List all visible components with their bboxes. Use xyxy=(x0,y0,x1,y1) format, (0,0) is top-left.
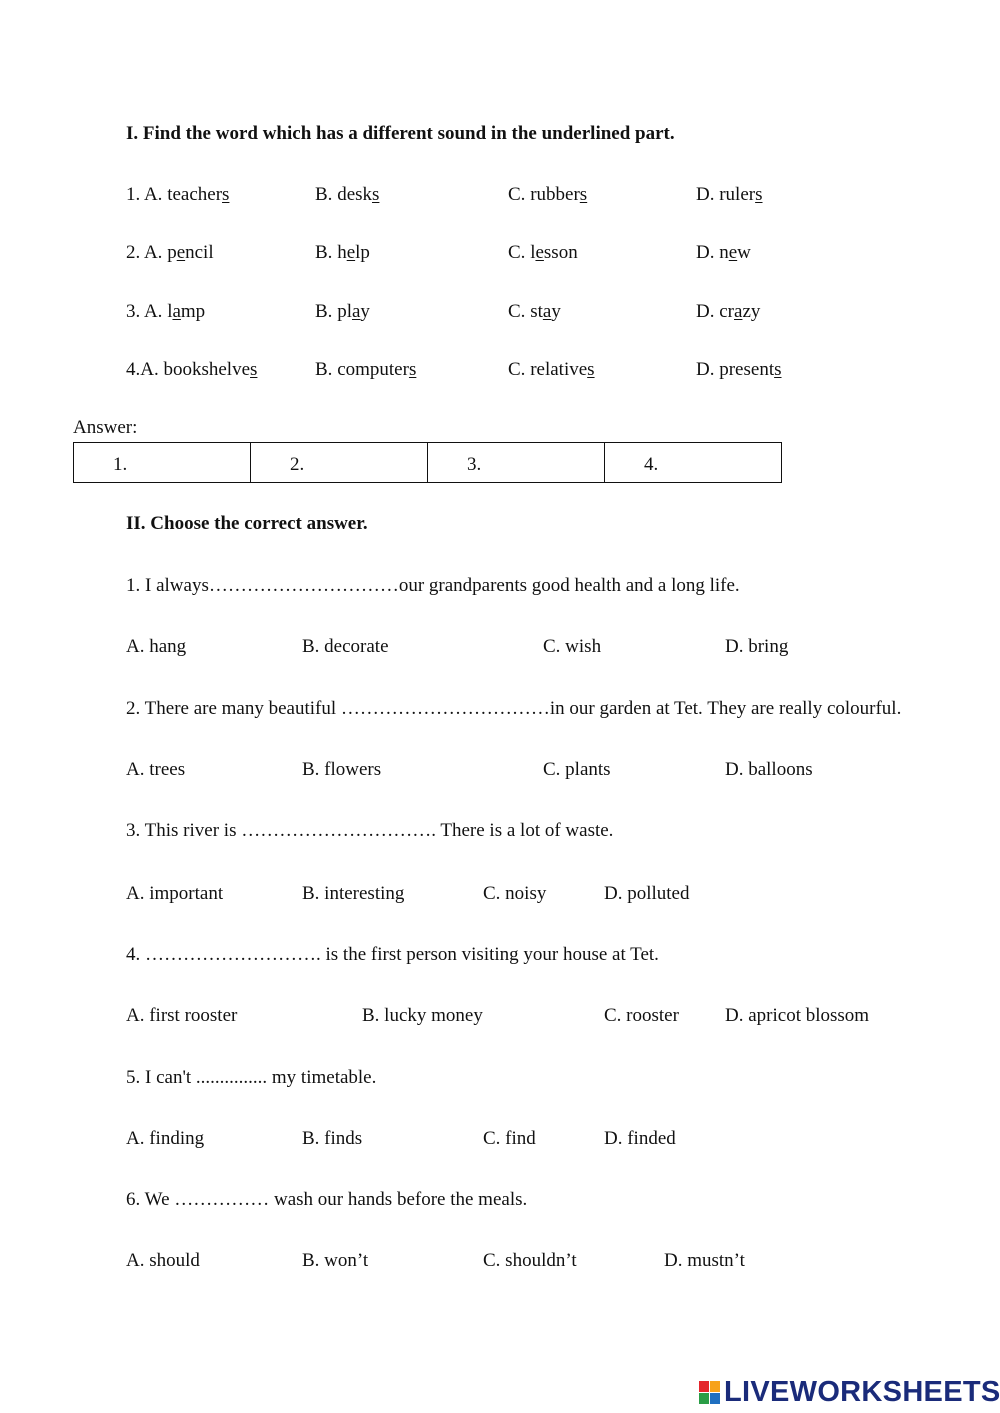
s2-q4-option-a: A. first rooster xyxy=(126,1005,238,1026)
answer-cell-3[interactable]: 3. xyxy=(428,443,605,482)
s2-q1-option-b: B. decorate xyxy=(302,636,389,657)
s2-q1-option-c: C. wish xyxy=(543,636,602,657)
s2-q3-option-c: C. noisy xyxy=(483,883,547,904)
s1-q3-option-a: 3. A. lamp xyxy=(126,301,206,322)
s2-q1-option-a: A. hang xyxy=(126,636,187,657)
liveworksheets-logo xyxy=(699,1378,1000,1407)
s1-q4-option-d: D. presents xyxy=(696,359,782,380)
s1-q3-option-b: B. play xyxy=(315,301,370,322)
section-1-title: I. Find the word which has a different sound in the underlined part. xyxy=(126,123,675,144)
answer-label: Answer: xyxy=(73,417,138,438)
s1-q2-option-d: D. new xyxy=(696,242,751,263)
s2-q6-option-b: B. won’t xyxy=(302,1250,369,1271)
answer-table xyxy=(73,442,782,483)
s2-q6-text: 6. We …………… wash our hands before the meals. xyxy=(126,1189,528,1210)
liveworksheets-logo-icon xyxy=(699,1381,721,1405)
s2-q5-option-b: B. finds xyxy=(302,1128,363,1149)
s2-q2-option-c: C. plants xyxy=(543,759,611,780)
answer-cell-1[interactable]: 1. xyxy=(74,443,251,482)
s2-q3-option-a: A. important xyxy=(126,883,224,904)
s2-q4-option-b: B. lucky money xyxy=(362,1005,483,1026)
logo-text: LIVEWORKSHEETS xyxy=(724,1376,1000,1408)
s1-q1-option-d: D. rulers xyxy=(696,184,763,205)
section-2-title: II. Choose the correct answer. xyxy=(126,513,368,534)
s1-q2-option-b: B. help xyxy=(315,242,370,263)
s2-q2-text: 2. There are many beautiful ……………………………in our garden at Tet. They are really colourful. xyxy=(126,698,902,719)
s1-q2-option-a: 2. A. pencil xyxy=(126,242,214,263)
answer-cell-2[interactable]: 2. xyxy=(251,443,428,482)
s1-q2-option-c: C. lesson xyxy=(508,242,578,263)
s2-q3-text: 3. This river is …………………………. There is a lot of waste. xyxy=(126,820,614,841)
s2-q6-option-c: C. shouldn’t xyxy=(483,1250,577,1271)
answer-cell-4[interactable]: 4. xyxy=(644,454,659,475)
s2-q4-option-d: D. apricot blossom xyxy=(725,1005,870,1026)
s1-q1-option-c: C. rubbers xyxy=(508,184,588,205)
s2-q3-option-d: D. polluted xyxy=(604,883,690,904)
s2-q2-option-a: A. trees xyxy=(126,759,186,780)
s1-q3-option-d: D. crazy xyxy=(696,301,761,322)
s2-q6-option-a: A. should xyxy=(126,1250,200,1271)
s1-q4-option-b: B. computers xyxy=(315,359,417,380)
s2-q5-option-d: D. finded xyxy=(604,1128,676,1149)
s2-q5-option-a: A. finding xyxy=(126,1128,205,1149)
s2-q3-option-b: B. interesting xyxy=(302,883,405,904)
s2-q5-option-c: C. find xyxy=(483,1128,536,1149)
s2-q5-text: 5. I can't ............... my timetable. xyxy=(126,1067,377,1088)
s1-q1-option-b: B. desks xyxy=(315,184,380,205)
s2-q6-option-d: D. mustn’t xyxy=(664,1250,745,1271)
s1-q4-option-a: 4.A. bookshelves xyxy=(126,359,258,380)
s1-q4-option-c: C. relatives xyxy=(508,359,595,380)
s2-q1-text: 1. I always…………………………our grandparents good health and a long life. xyxy=(126,575,740,596)
s2-q2-option-d: D. balloons xyxy=(725,759,813,780)
s2-q4-text: 4. ………………………. is the first person visiting your house at Tet. xyxy=(126,944,659,965)
s2-q2-option-b: B. flowers xyxy=(302,759,382,780)
s2-q1-option-d: D. bring xyxy=(725,636,789,657)
s1-q1-option-a: 1. A. teachers xyxy=(126,184,230,205)
s2-q4-option-c: C. rooster xyxy=(604,1005,679,1026)
s1-q3-option-c: C. stay xyxy=(508,301,561,322)
